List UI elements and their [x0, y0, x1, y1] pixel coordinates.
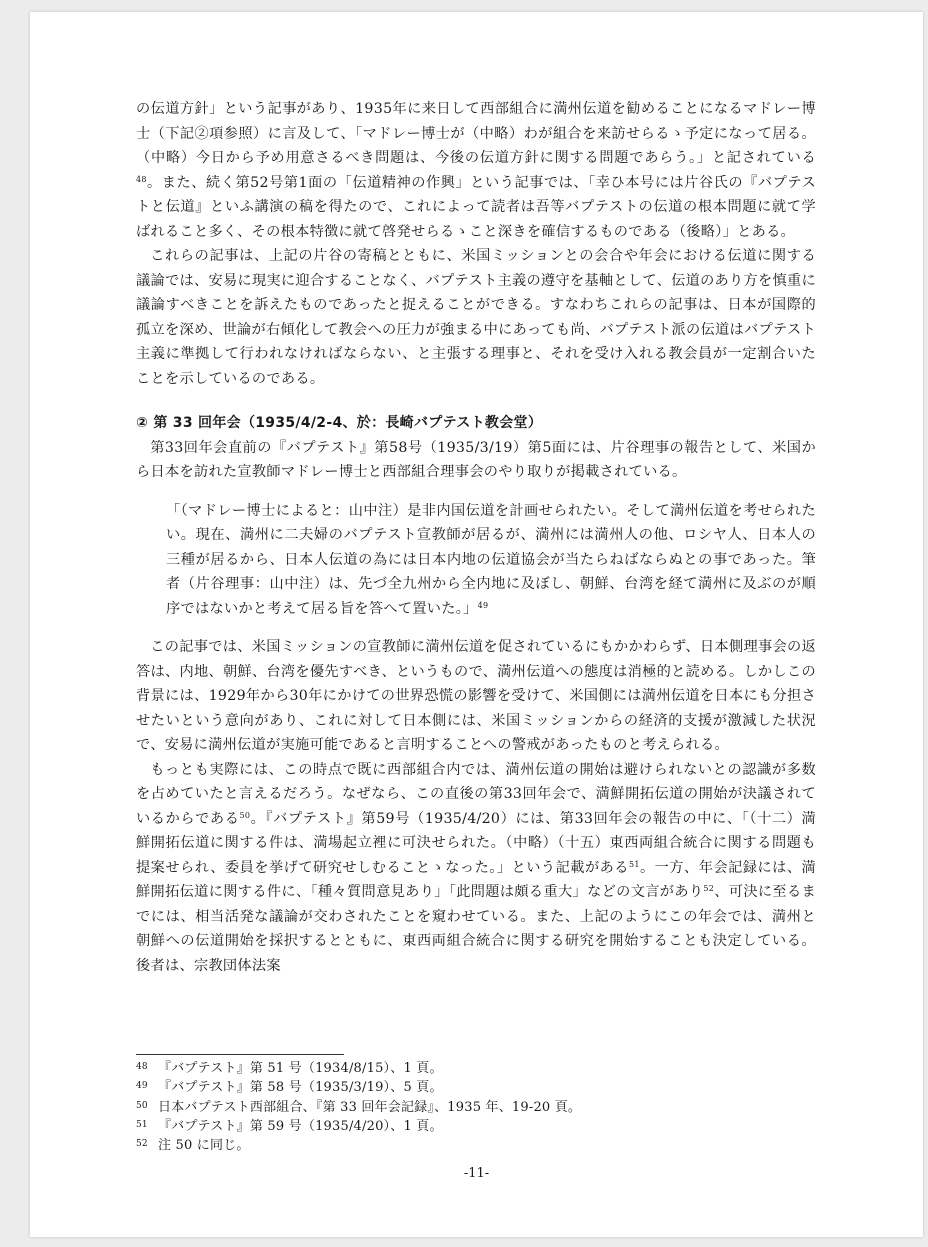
footnote [136, 1059, 816, 1078]
footnote-ref[interactable]: 52 [703, 884, 715, 893]
footnote-number: 51 [136, 1119, 148, 1130]
paragraph: の伝道方針」という記事があり、1935年に来日して西部組合に満州伝道を勧めることになるマドレー博士（下記②項参照）に言及して、「マドレー博士が（中略）わが組合を来訪せらるゝ予定になって居る。（中略）今日から予め用意さるべき問題は、今後の伝道方針に関する問題であらう。」と記されている$^{48}$。また、続く第52号第1面の「伝道精神の作興」という記事では、「幸ひ本号には片谷氏の『バプテストと伝道』といふ講演の稿を得たので、これによって読者は吾等バプテストの伝道の根本問題に就て学ばれること多く、その根本特徴に就て啓発せらるゝこと深きを確信するものである（後略）」とある。 [136, 101, 816, 240]
body-text [136, 97, 816, 978]
footnote-text: 注 50 に同じ。 [158, 1138, 250, 1154]
paragraph: 第33回年会直前の『バプテスト』第58号（1935/3/19）第5面には、片谷理事の報告として、米国から日本を訪れた宣教師マドレー博士と西部組合理事会のやり取りが掲載されている。 [136, 439, 816, 480]
footnote-ref[interactable]: 49 [477, 600, 489, 610]
footnote [136, 1117, 816, 1136]
footnote-text: 日本バプテスト西部組合、『第 33 回年会記録』、1935 年、19-20 頁。 [158, 1099, 582, 1115]
footnote [136, 1078, 816, 1097]
footnote-ref[interactable]: 48 [136, 174, 147, 184]
footnote-number: 48 [136, 1062, 148, 1072]
footnote-divider [136, 1054, 344, 1055]
block-quote: 「（マドレー博士によると：山中注）是非内国伝道を計画せられたい。そして満州伝道を考せられたい。現在、満州に二夫婦のバプテスト宣教師が居るが、満州には満州人の他、ロシヤ人、日本人の三種が居るから、日本人伝道の為には日本内地の伝道協会が当たらねばならぬとの事であった。筆者（片谷理事：山中注）は、先づ全九州から全内地に及ぼし、朝鮮、台湾を経て満州に及ぶのが順序ではないかと考えて居る旨を答へて置いた。」$^{49}$ [166, 502, 816, 617]
paragraph: もっとも実際には、この時点で既に西部組合内では、満州伝道の開始は避けられないとの認識が多数を占めていたと言えるだろう。なぜなら、この直後の第33回年会で、満鮮開拓伝道の開始が決議されているからである$^{50}$。『バプテスト』第59号（1935/4/20）には、第33回年会の報告の中に、「（十二）満鮮開拓伝道に関する件は、満場起立裡に可決せられた。（中略）（十五）東西両組合統合に関する問題も提案せられ、委員を挙げて研究せしむることゝなった。」という記載がある$^{51}$。一方、年会記録には、満鮮開拓伝道に関する件に、「種々質問意見あり」「此問題は頗る重大」などの文言があり$^{52}$、可決に至るまでには、相当活発な議論が交わされたことを窺わせている。また、上記のようにこの年会では、満州と朝鮮への伝道開始を採択するとともに、東西両組合統合に関する研究を開始することも決定している。後者は、宗教団体法案 [136, 761, 816, 974]
footnote-text: 『バプテスト』第 51 号（1934/8/15）、1 頁。 [158, 1061, 443, 1076]
footnote-text: 『バプテスト』第 58 号（1935/3/19）、5 頁。 [158, 1080, 443, 1096]
document-page [30, 12, 923, 1237]
footnotes [136, 1059, 816, 1155]
footnote-text: 『バプテスト』第 59 号（1935/4/20）、1 頁。 [158, 1118, 443, 1134]
footnote-ref[interactable]: 50 [239, 810, 251, 820]
paragraph: この記事では、米国ミッションの宣教師に満州伝道を促されているにもかかわらず、日本側理事会の返答は、内地、朝鮮、台湾を優先すべき、というもので、満州伝道への態度は消極的と読める。しかしこの背景には、1929年から30年にかけての世界恐慌の影響を受けて、米国側には満州伝道を日本にも分担させたいという意向があり、これに対して日本側には、米国ミッションからの経済的支援が激減した状況で、安易に満州伝道が実施可能であると言明することへの警戒があったものと考えられる。 [136, 639, 816, 753]
footnote-number: 49 [136, 1081, 148, 1092]
footnote [136, 1136, 816, 1155]
footnote [136, 1098, 816, 1117]
footnote-number: 50 [136, 1100, 148, 1111]
page-number: -11- [463, 1166, 490, 1181]
paragraph: これらの記事は、上記の片谷の寄稿とともに、米国ミッションとの会合や年会における伝道に関する議論では、安易に現実に迎合することなく、バプテスト主義の遵守を基軸として、伝道のあり方を慎重に議論すべきことを訴えたものであったと捉えることができる。すなわちこれらの記事は、日本が国際的孤立を深め、世論が右傾化して教会への圧力が強まる中にあっても尚、バプテスト派の伝道はバプテスト主義に準拠して行われなければならない、と主張する理事と、それを受け入れる教会員が一定割合いたことを示しているのである。 [136, 248, 816, 387]
footnote-number: 52 [136, 1139, 148, 1150]
section-heading: ② 第 33 回年会（1935/4/2-4、於：長崎バプテスト教会堂） [136, 415, 543, 431]
footnote-ref[interactable]: 51 [629, 859, 640, 869]
